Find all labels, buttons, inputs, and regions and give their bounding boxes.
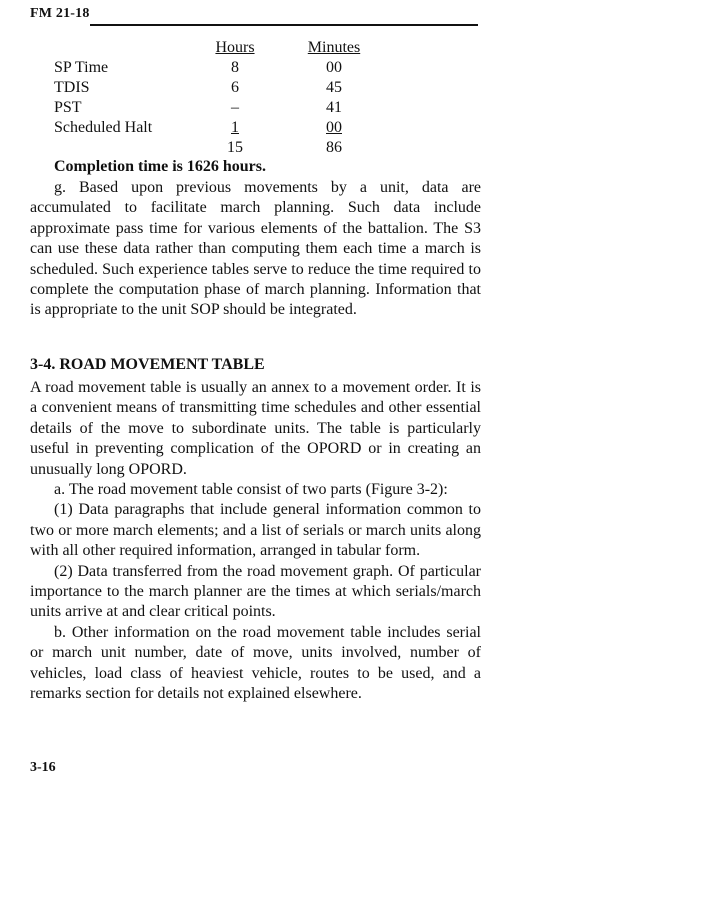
row-hours: 6: [231, 79, 239, 96]
row-minutes: 00: [326, 119, 342, 136]
table-total-row: [54, 138, 384, 158]
section-heading: 3-4. ROAD MOVEMENT TABLE: [30, 356, 265, 373]
row-hours: 8: [231, 59, 239, 76]
total-hours: 15: [227, 139, 243, 156]
row-minutes: 45: [326, 79, 342, 96]
paragraph-a2: (2) Data transferred from the road movement graph. Of particular importance to the march planner are the times at which serials/march units arrive at and clear critical points.: [30, 562, 481, 621]
row-label: PST: [54, 99, 82, 116]
document-id: FM 21-18: [30, 6, 90, 21]
section-body: [30, 378, 481, 705]
row-label: SP Time: [54, 59, 109, 76]
table-row: [54, 58, 384, 78]
table-row: [54, 78, 384, 98]
paragraph-g: [30, 178, 481, 321]
row-hours: –: [231, 99, 239, 116]
paragraph-a1: (1) Data paragraphs that include general information common to two or more march elements; and a list of serials or march units along with all other required information, arranged in tabular form.: [30, 501, 481, 560]
table-row: [54, 98, 384, 118]
row-hours: 1: [231, 119, 239, 136]
minutes-column-header: Minutes: [307, 39, 361, 56]
row-label: Scheduled Halt: [54, 119, 153, 136]
completion-time-statement: Completion time is 1626 hours.: [54, 158, 266, 175]
page-number: 3-16: [30, 760, 56, 775]
paragraph-g-text: g. Based upon previous movements by a unit, data are accumulated to facilitate march planning. Such data include approximate pass time for various elements of the battalion. The S3 can use these data rather than computing them each time a march is scheduled. Such experience tables serve to reduce the time required to complete the computation phase of march planning. Information that is appropriate to the unit SOP should be integrated.: [30, 179, 481, 319]
table-row: [54, 118, 384, 138]
section-intro: A road movement table is usually an annex to a movement order. It is a convenient means of transmitting time schedules and other essential details of the move to subordinate units. The table is particularly useful in preventing complication of the OPORD or in creating an unusually long OPORD.: [30, 379, 481, 478]
row-minutes: 00: [326, 59, 342, 76]
row-minutes: 41: [326, 99, 342, 116]
paragraph-b: b. Other information on the road movement table includes serial or march unit number, date of move, units involved, number of vehicles, load class of heaviest vehicle, routes to be used, and a remarks section for details not explained elsewhere.: [30, 623, 481, 703]
total-minutes: 86: [326, 139, 342, 156]
table-header-row: [54, 38, 384, 58]
row-label: TDIS: [54, 79, 90, 96]
paragraph-a: a. The road movement table consist of two parts (Figure 3-2):: [54, 481, 448, 499]
hours-column-header: Hours: [215, 39, 255, 56]
time-calculation-table: [54, 38, 384, 158]
header-rule: [90, 24, 478, 26]
